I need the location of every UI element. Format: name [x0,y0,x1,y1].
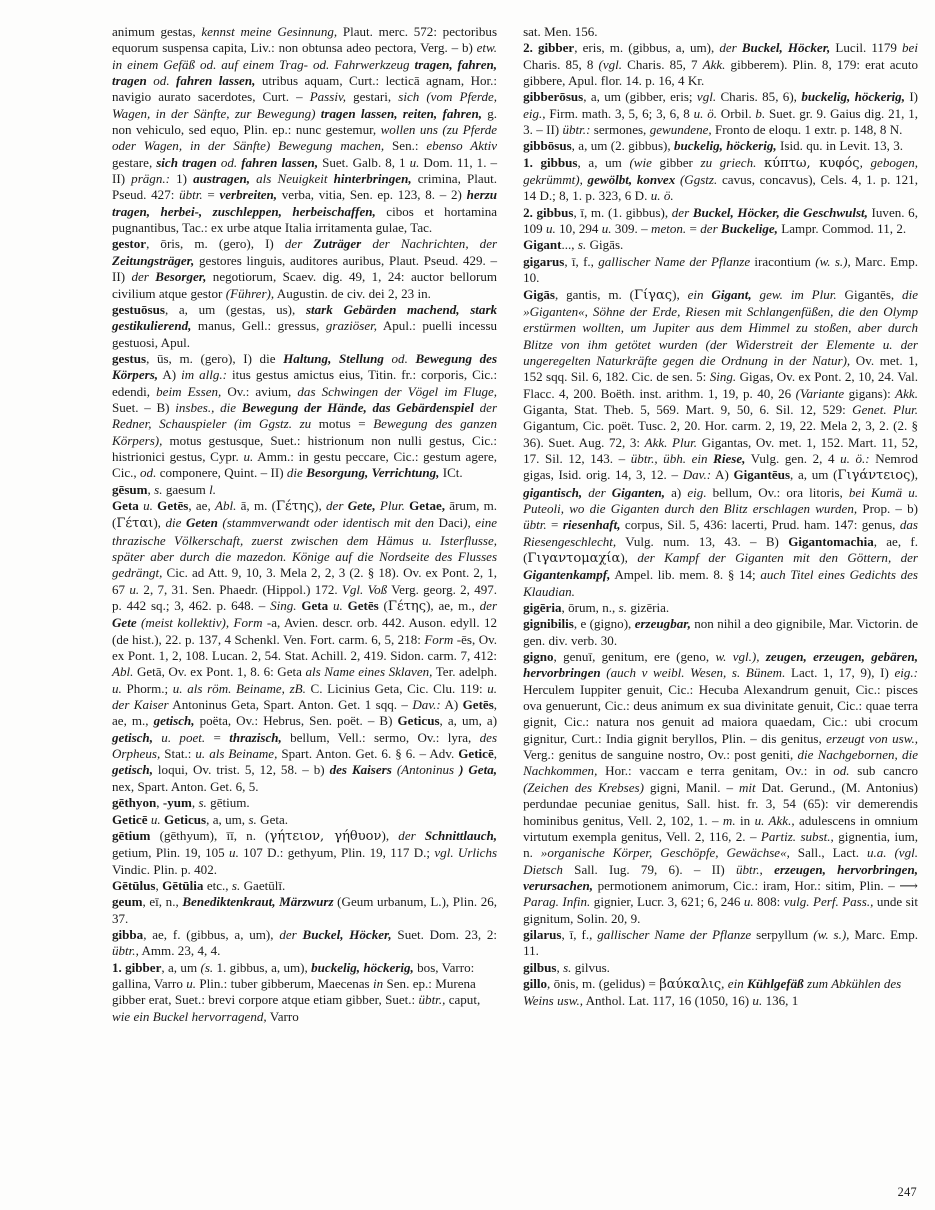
dictionary-entry: Geticē u. Geticus, a, um, s. Geta. [112,811,289,827]
dictionary-entry: gestus, ūs, m. (gero), I) die Haltung, Stellung od. Bewegung des Körpers, A) im allg.: itus gestus amictus eius, Titin. fr.: corporis, Cic.: edendi, beim Essen, Ov.: avium, das Schwingen der Vögel im Fluge, Suet. – B) insbes., die Bewegung der Hände, das Gebärdenspiel der Redner, Schauspieler (im Ggstz. zu motus = Bewegung des ganzen Körpers), motus gestusque, Suet.: histrionum non nulli gestus, Cic.: histrionici gestus, Cypr. u. Amm.: in gestu peccare, Cic.: gestum agere, Cic., od. componere, Quint. – II) die Besorgung, Verrichtung, ICt. [112,350,498,481]
dictionary-entry: Geta u. Getēs, ae, Abl. ā, m. (Γέτης), der Gete, Plur. Getae, ārum, m. (Γέται), die Geten (stammverwandt oder identisch mit den Daci), eine thrazische Völkerschaft, zuerst zwischen dem Hämus u. Isterflusse, später aber durch die mazedon. Könige auf die Nordseite des Flusses gedrängt, Cic. ad Att. 9, 10, 3. Mela 2, 2, 3 (2. § 18). Ov. ex Pont. 2, 1, 67 u. 2, 7, 31. Sen. Phaedr. (Hippol.) 172. Vgl. Voß Verg. georg. 2, 497. p. 442 sq.; 3, 462. p. 648. – Sing. Geta u. Getēs (Γέτης), ae, m., der Gete (meist kollektiv), Form -a, Avien. descr. orb. 442. Auson. edyll. 12 (de hist.), 22. p. 137, 4 Schenkl. Ven. Fort. carm. 6, 5, 218: Form -ēs, Ov. ex Pont. 1, 2, 108. Lucan. 2, 54. Stat. Achill. 2, 419. Sidon. carm. 7, 412: Abl. Getā, Ov. ex Pont. 1, 8. 6: Geta als Name eines Sklaven, Ter. adelph. u. Phorm.; u. als röm. Beiname, zB. C. Licinius Geta, Cic. Clu. 119: u. der Kaiser Antoninus Geta, Spart. Anton. Get. 1 sqq. – Dav.: A) Getēs, ae, m., getisch, poëta, Ov.: Hebrus, Sen. poët. – B) Geticus, a, um, a) getisch, u. poet. = thrazisch, bellum, Vell.: sermo, Ov.: lyra, des Orpheus, Stat.: u. als Beiname, Spart. Anton. Get. 6. § 6. – Adv. Geticē, getisch, loqui, Ov. trist. 5, 12, 58. – b) des Kaisers (Antoninus ) Geta, nex, Spart. Anton. Get. 6, 5. [112,497,498,794]
dictionary-entry: Gigant..., s. Gigās. [523,237,624,253]
dictionary-entry: animum gestas, kennst meine Gesinnung, Plaut. merc. 572: pectoribus equorum suspensa capita, Liv.: non obtunsa adeo pectora, Verg. – b) etw. in einem Gefäß od. auf einem Trag- od. Fahrwerkzeug tragen, fahren, tragen od. fahren lassen, utribus aquam, Curt.: lecticā agnam, Hor.: navigio aurato sacerdotes, Curt. – Passiv, gestari, sich (vom Pferde, Wagen, in der Sänfte, zur Bewegung) tragen lassen, reiten, fahren, g. non vehiculo, sed equo, Plin. ep.: nunc gestemur, wollen uns (zu Pferde oder Wagen, in der Sänfte) Bewegung machen, Sen.: ebenso Aktiv gestare, sich tragen od. fahren lassen, Suet. Galb. 8, 1 u. Dom. 11, 1. – II) prägn.: 1) austragen, als Neuigkeit hinterbringen, crimina, Plaut. Pseud. 427: übtr. = verbreiten, verba, vitia, Sen. ep. 123, 8. – 2) herzu tragen, herbei-, zuschleppen, herbeischaffen, cibos et hortamina pugnantibus, Tac.: ex urbe atque Italia irritamenta gulae, Tac. [112,24,498,236]
dictionary-entry: Gētūlus, Gētūlia etc., s. Gaetūlī. [112,877,286,893]
dictionary-entry: gēthyon, -yum, s. gētium. [112,795,250,811]
page-number: 247 [897,1185,917,1199]
right-text-column [523,24,918,1174]
dictionary-entry: gigarus, ī, f., gallischer Name der Pflanze iracontium (w. s.), Marc. Emp. 10. [523,253,919,286]
dictionary-entry: gibba, ae, f. (gibbus, a, um), der Buckel, Höcker, Suet. Dom. 23, 2: übtr., Amm. 23, 4, 4. [112,926,498,959]
dictionary-entry: gilarus, ī, f., gallischer Name der Pflanze serpyllum (w. s.), Marc. Emp. 11. [523,926,918,959]
dictionary-entry: gignibilis, e (gigno), erzeugbar, non nihil a deo gignibile, Mar. Victorin. de gen. div. verb. 30. [523,616,918,648]
dictionary-entry: 1. gibber, a, um (s. 1. gibbus, a, um), buckelig, höckerig, bos, Varro: gallina, Varro u. Plin.: tuber gibberum, Maecenas in Sen. ep.: Murena gibber erat, Suet.: brevi corpore atque etiam gibber, Suet.: übtr., caput, wie ein Buckel hervorragend, Varro [112,959,481,1024]
dictionary-entry: gigno, genuī, genitum, ere (geno, w. vgl.), zeugen, erzeugen, gebären, hervorbringen (auch v weibl. Wesen, s. Bünem. Lact. 1, 17, 9), I) eig.: Herculem Iuppiter genuit, Cic.: Hecuba Alexandrum genuit, Cic.: pisces ova genuerunt, Cic.: deus animum ex sua divinitate genuit, Cic.: quae terra gignit, Cic.: natura nos genuit ad maiora quaedam, Cic.: ubi crocum gignitur, Curt.: India gignit beryllos, Plin. – dis genitus, erzeugt von usw., Verg.: genitus de sanguine nostro, Ov.: post geniti, die Nachgebornen, die Nachkommen, Hor.: vaccam e terra genitam, Ov.: in od. sub cancro (Zeichen des Krebses) gigni, Manil. – mit Dat. Gerund., (M. Antonius) perdundae pecuniae genitus, Sall. hist. fr. 3, 54 (65): vir demerendis hominibus genitus, Vell. 2, 102, 1. – m. in u. Akk., adulescens in omnium virtutum exempla genitus, Vell. 2, 116, 2. – Partiz. subst., gignentia, ium, n. »organische Körper, Geschöpfe, Gewächse«, Sall., Lact. u.a. (vgl. Dietsch Sall. Iug. 79, 6). – II) übtr., erzeugen, hervorbringen, verursachen, permotionem animorum, Cic.: iram, Hor.: sitim, Plin. – ⟶ Parag. Infin. gignier, Lucr. 3, 621; 6, 246 u. 808: vulg. Perf. Pass., unde sit gignitum, Solin. 20, 9. [523,649,919,926]
dictionary-entry: gilbus, s. gilvus. [523,959,610,975]
page-columns [112,24,918,1174]
dictionary-entry: gigēria, ōrum, n., s. gizēria. [523,600,670,616]
dictionary-entry: Gigās, gantis, m. (Γίγας), ein Gigant, gew. im Plur. Gigantēs, die »Giganten«, Söhne der Erde, Riesen mit Schlangenfüßen, die den Olymp erstürmen wollten, um Jupiter aus dem Himmel zu stoßen, aber durch Blitze von ihm getötet wurden (der Widerstreit der Elemente u. der ungeregelten Naturkräfte gegen die Ordnung in der Natur), Ov. met. 1, 152 sqq. Sil. 6, 182. Cic. de sen. 5: Sing. Gigas, Ov. ex Pont. 2, 10, 24. Val. Flacc. 4, 200. Boëth. inst. arithm. 1, 19, p. 40, 26 (Variante gigans): Akk. Giganta, Stat. Theb. 5, 569. Mart. 9, 50, 6. Sil. 12, 529: Genet. Plur. Gigantum, Cic. poët. Tusc. 2, 20. Hor. carm. 2, 19, 22. Mela 2, 3, 2. (2. § 36). Suet. Aug. 72, 3: Akk. Plur. Gigantas, Ov. met. 1, 152. Mart. 11, 52, 17. Sil. 12, 143. – übtr., übh. ein Riese, Vulg. gen. 2, 4 u. ö.: Nemrod gigas, Isid. orig. 14, 3, 12. – Dav.: A) Gigantēus, a, um (Γιγάντειος), gigantisch, der Giganten, a) eig. bellum, Ov.: ora litoris, bei Kumä u. Puteoli, wo die Giganten durch den Blitz erschlagen wurden, Prop. – b) übtr. = riesenhaft, corpus, Sil. 5, 436: lacerti, Prud. ham. 147: genus, das Riesengeschlecht, Vulg. num. 13, 43. – B) Gigantomachia, ae, f. (Γιγαντομαχία), der Kampf der Giganten mit den Göttern, der Gigantenkampf, Ampel. lib. mem. 8. § 14; auch Titel eines Gedichts des Klaudian. [523,286,919,599]
dictionary-entry: geum, eī, n., Benediktenkraut, Märzwurz (Geum urbanum, L.), Plin. 26, 37. [112,894,498,926]
dictionary-entry: sat. Men. 156. [523,24,598,39]
dictionary-entry: gētium (gēthyum), īī, n. (γήτειον, γήθυον), der Schnittlauch, getium, Plin. 19, 105 u. 107 D.: gethyum, Plin. 19, 117 D.; vgl. Urlichs Vindic. Plin. p. 402. [112,827,498,877]
dictionary-entry: gēsum, s. gaesum l. [112,481,216,497]
dictionary-entry: 2. gibbus, ī, m. (1. gibbus), der Buckel, Höcker, die Geschwulst, Iuven. 6, 109 u. 10, 294 u. 309. – meton. = der Buckelige, Lampr. Commod. 11, 2. [523,204,918,237]
dictionary-entry: 1. gibbus, a, um (wie gibber zu griech. κύπτω, κυφός, gebogen, gekrümmt), gewölbt, konvex (Ggstz. cavus, concavus), Cels. 4, 1. p. 121, 14 D.; 8, 1. p. 323, 6 D. u. ö. [523,154,918,204]
dictionary-entry: gibbōsus, a, um (2. gibbus), buckelig, höckerig, Isid. qu. in Levit. 13, 3. [523,138,904,154]
dictionary-entry: gestor, ōris, m. (gero), I) der Zuträger der Nachrichten, der Zeitungsträger, gestores linguis, auditores auribus, Plaut. Pseud. 429. – II) der Besorger, negotiorum, Scaev. dig. 49, 1, 24: auctor bellorum civilium atque gestor (Führer), Augustin. de civ. dei 2, 23 in. [112,236,498,301]
dictionary-entry: gillo, ōnis, m. (gelidus) = βαύκαλις, ein Kühlgefäß zum Abkühlen des Weins usw., Anthol. Lat. 117, 16 (1050, 16) u. 136, 1 [523,975,902,1009]
dictionary-entry: 2. gibber, eris, m. (gibbus, a, um), der Buckel, Höcker, Lucil. 1179 bei Charis. 85, 8 (vgl. Charis. 85, 7 Akk. gibberem). Plin. 8, 179: erat acuto gibbere, Apul. flor. 14. p. 16, 4 Kr. [523,40,918,89]
left-text-column [112,24,497,1174]
dictionary-entry: gibberōsus, a, um (gibber, eris; vgl. Charis. 85, 6), buckelig, höckerig, I) eig., Firm. math. 3, 5, 6; 3, 6, 8 u. ö. Orbil. b. Suet. gr. 9. Gaius dig. 21, 1, 3. – II) übtr.: sermones, gewundene, Fronto de eloqu. 1 extr. p. 148, 8 N. [523,89,919,138]
dictionary-entry: gestuōsus, a, um (gestas, us), stark Gebärden machend, stark gestikulierend, manus, Gell.: gressus, graziöser, Apul.: puelli incessu gestuosi, Apul. [112,301,498,350]
